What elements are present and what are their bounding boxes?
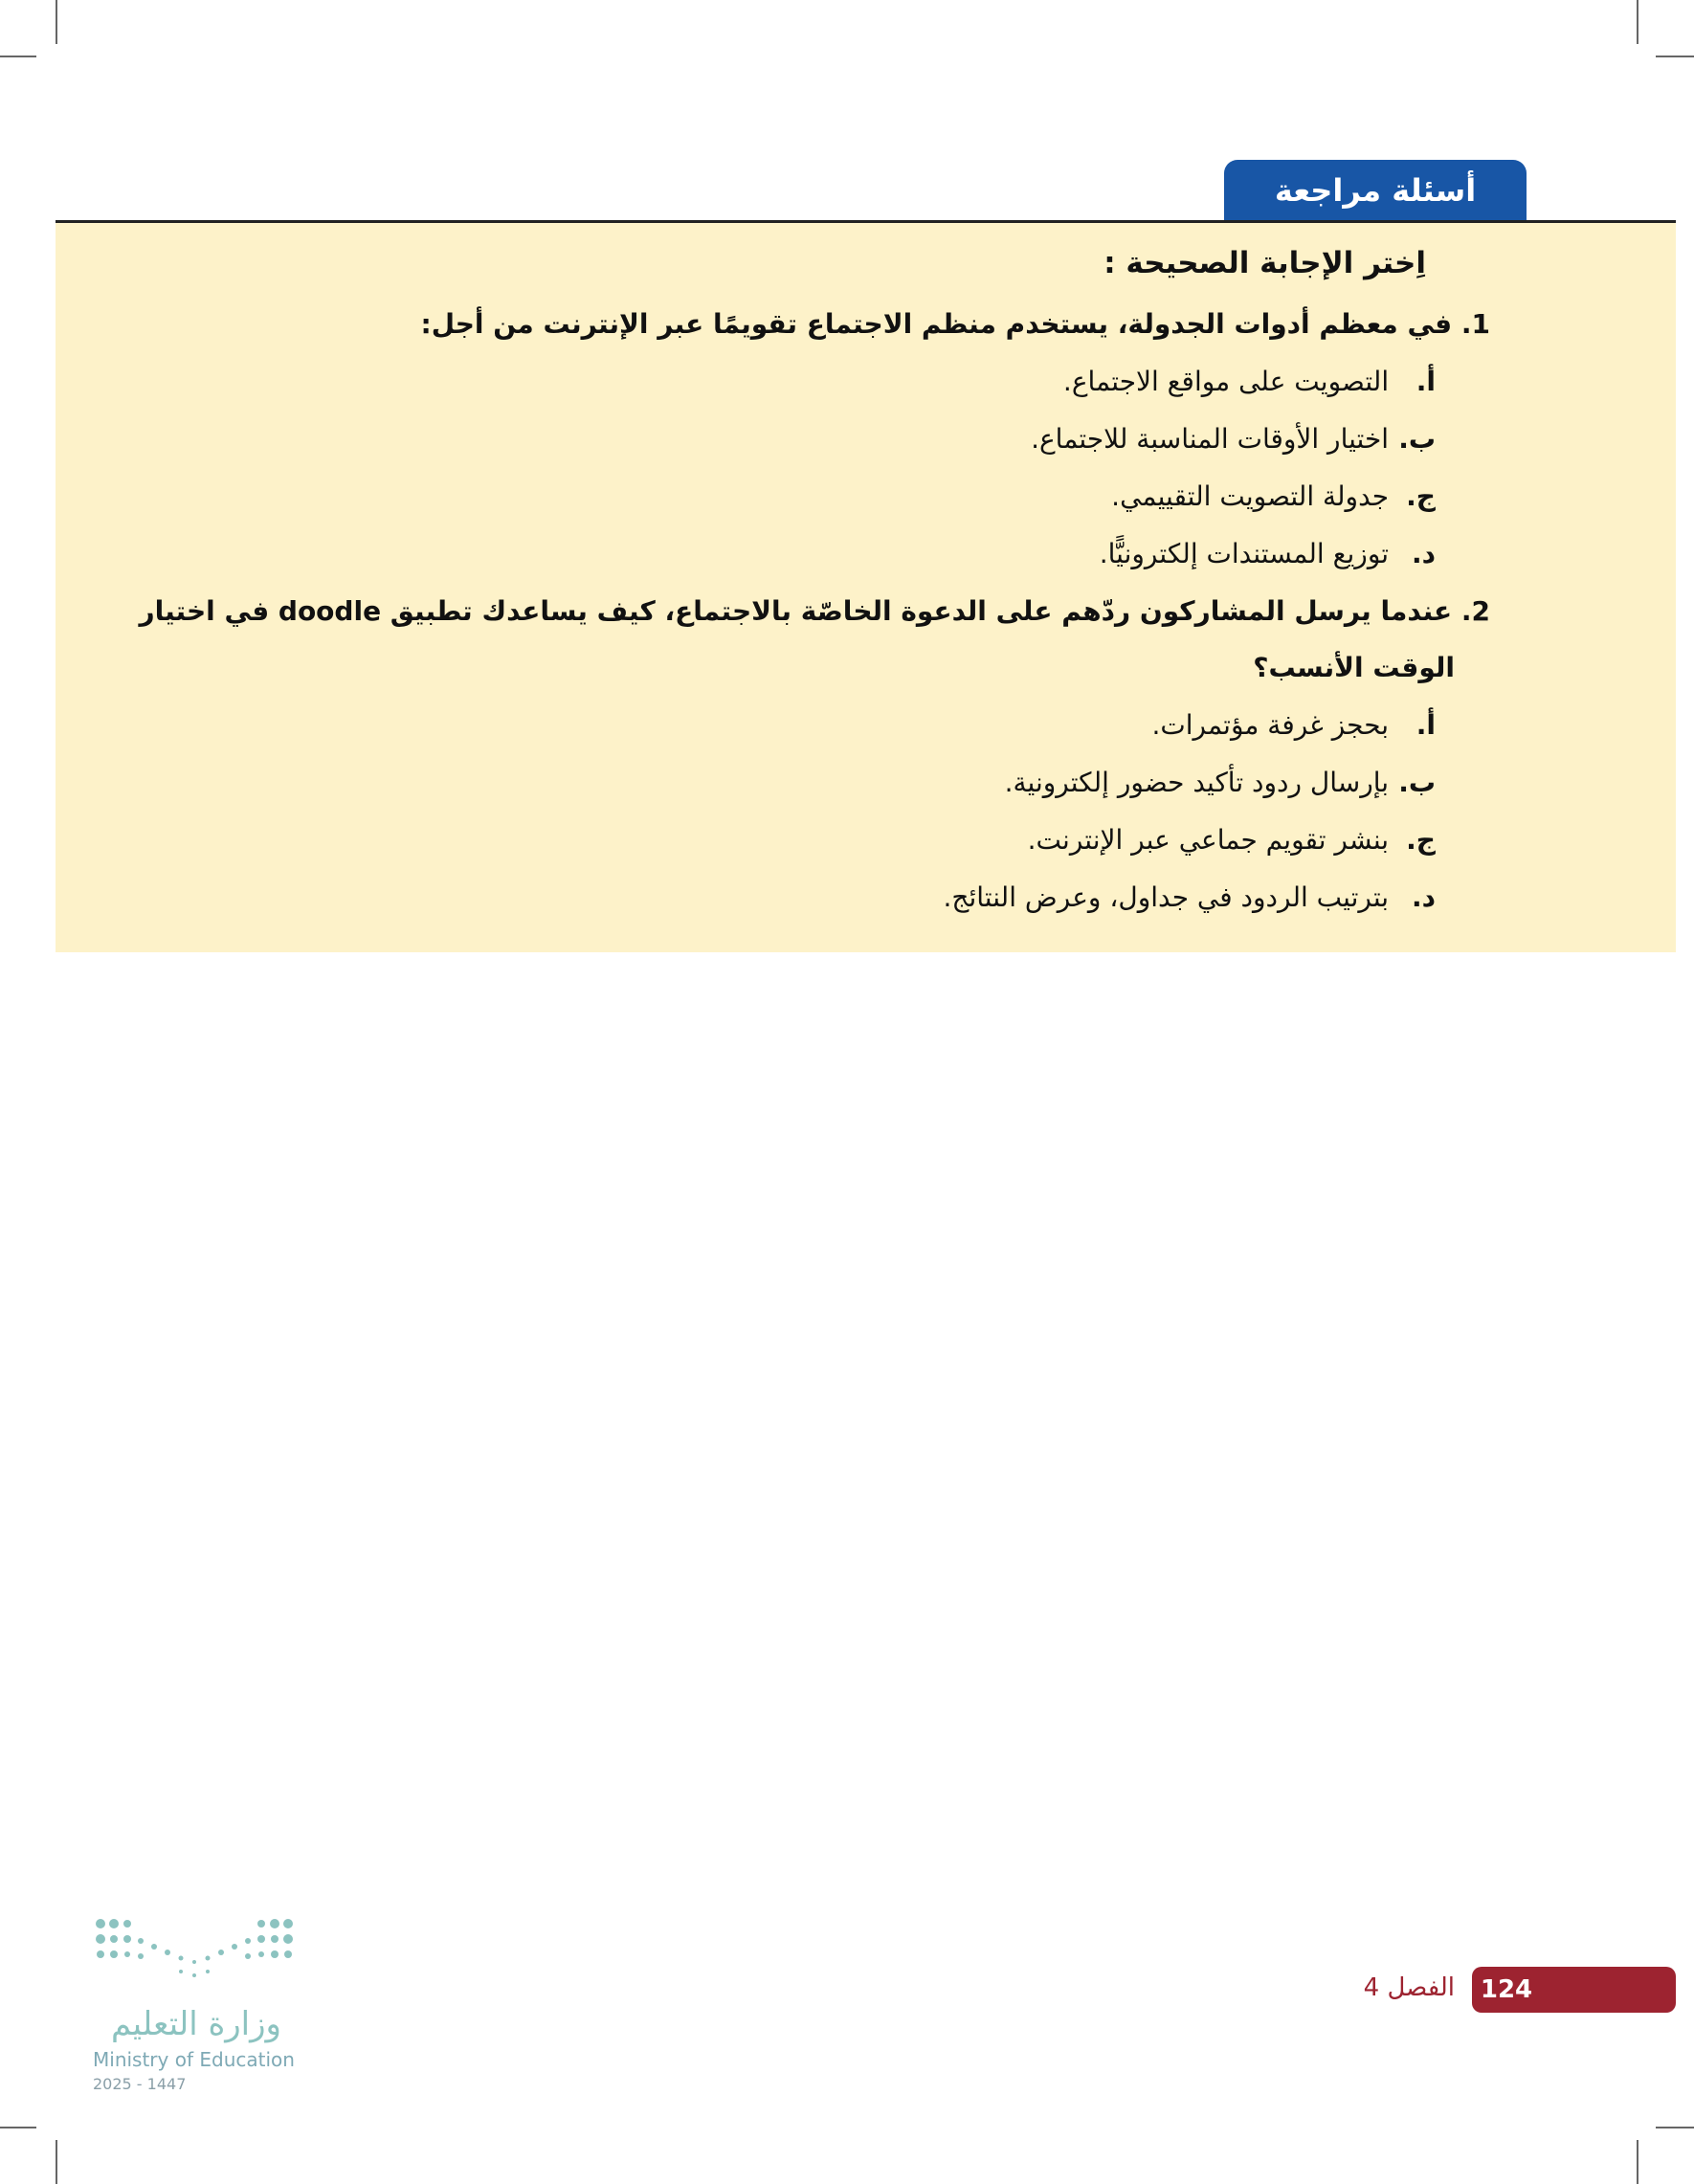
question-2-option-b [1005,767,1436,798]
question-1-option-b [1031,423,1436,455]
crop-mark [56,0,57,44]
option-letter: ج. [1406,824,1436,856]
option-text: توزيع المستندات إلكترونيًّا. [1099,538,1390,569]
question-1-option-c [1111,480,1436,512]
crop-mark [1637,0,1638,44]
ministry-logo-icon [91,1914,311,2000]
option-letter: ب. [1398,767,1436,798]
crop-mark [1637,2140,1638,2184]
instruction: اِختر الإجابة الصحيحة : [1103,246,1426,280]
question-1: 1. في معظم أدوات الجدولة، يستخدم منظم الاجتماع تقويمًا عبر الإنترنت من أجل: [420,308,1490,340]
crop-mark [1656,2127,1694,2128]
option-text: بإرسال ردود تأكيد حضور إلكترونية. [1004,767,1390,798]
chapter-label: الفصل 4 [1363,1973,1455,2002]
option-letter: أ. [1415,366,1436,397]
logo-year: 2025 - 1447 [93,2075,187,2093]
crop-mark [56,2140,57,2184]
option-letter: د. [1411,881,1436,913]
question-2: 2. عندما يرسل المشاركون ردّهم على الدعوة الخاصّة بالاجتماع، كيف يساعدك تطبيق doodle في اختيار [139,595,1490,627]
section-title: أسئلة مراجعة [1224,160,1527,221]
logo-arabic: وزارة التعليم [111,2005,281,2043]
logo-english: Ministry of Education [93,2048,295,2071]
question-2-option-c [1028,824,1436,856]
option-letter: ج. [1406,480,1436,512]
option-text: جدولة التصويت التقييمي. [1111,480,1390,512]
option-letter: د. [1411,538,1436,569]
question-2-option-a [1151,709,1436,741]
question-2-continued: الوقت الأنسب؟ [1253,652,1455,683]
crop-mark [0,2127,36,2128]
option-text: بحجز غرفة مؤتمرات. [1151,709,1390,741]
option-text: اختيار الأوقات المناسبة للاجتماع. [1031,423,1390,455]
question-1-option-a [1063,366,1436,397]
option-text: بنشر تقويم جماعي عبر الإنترنت. [1027,824,1390,856]
option-letter: أ. [1415,709,1436,741]
page-number: 124 [1480,1975,1533,2004]
crop-mark [1656,56,1694,57]
option-text: بترتيب الردود في جداول، وعرض النتائج. [943,881,1390,913]
question-1-option-d [1100,538,1436,569]
option-letter: ب. [1398,423,1436,455]
option-text: التصويت على مواقع الاجتماع. [1062,366,1390,397]
crop-mark [0,56,36,57]
question-2-option-d [943,881,1436,913]
